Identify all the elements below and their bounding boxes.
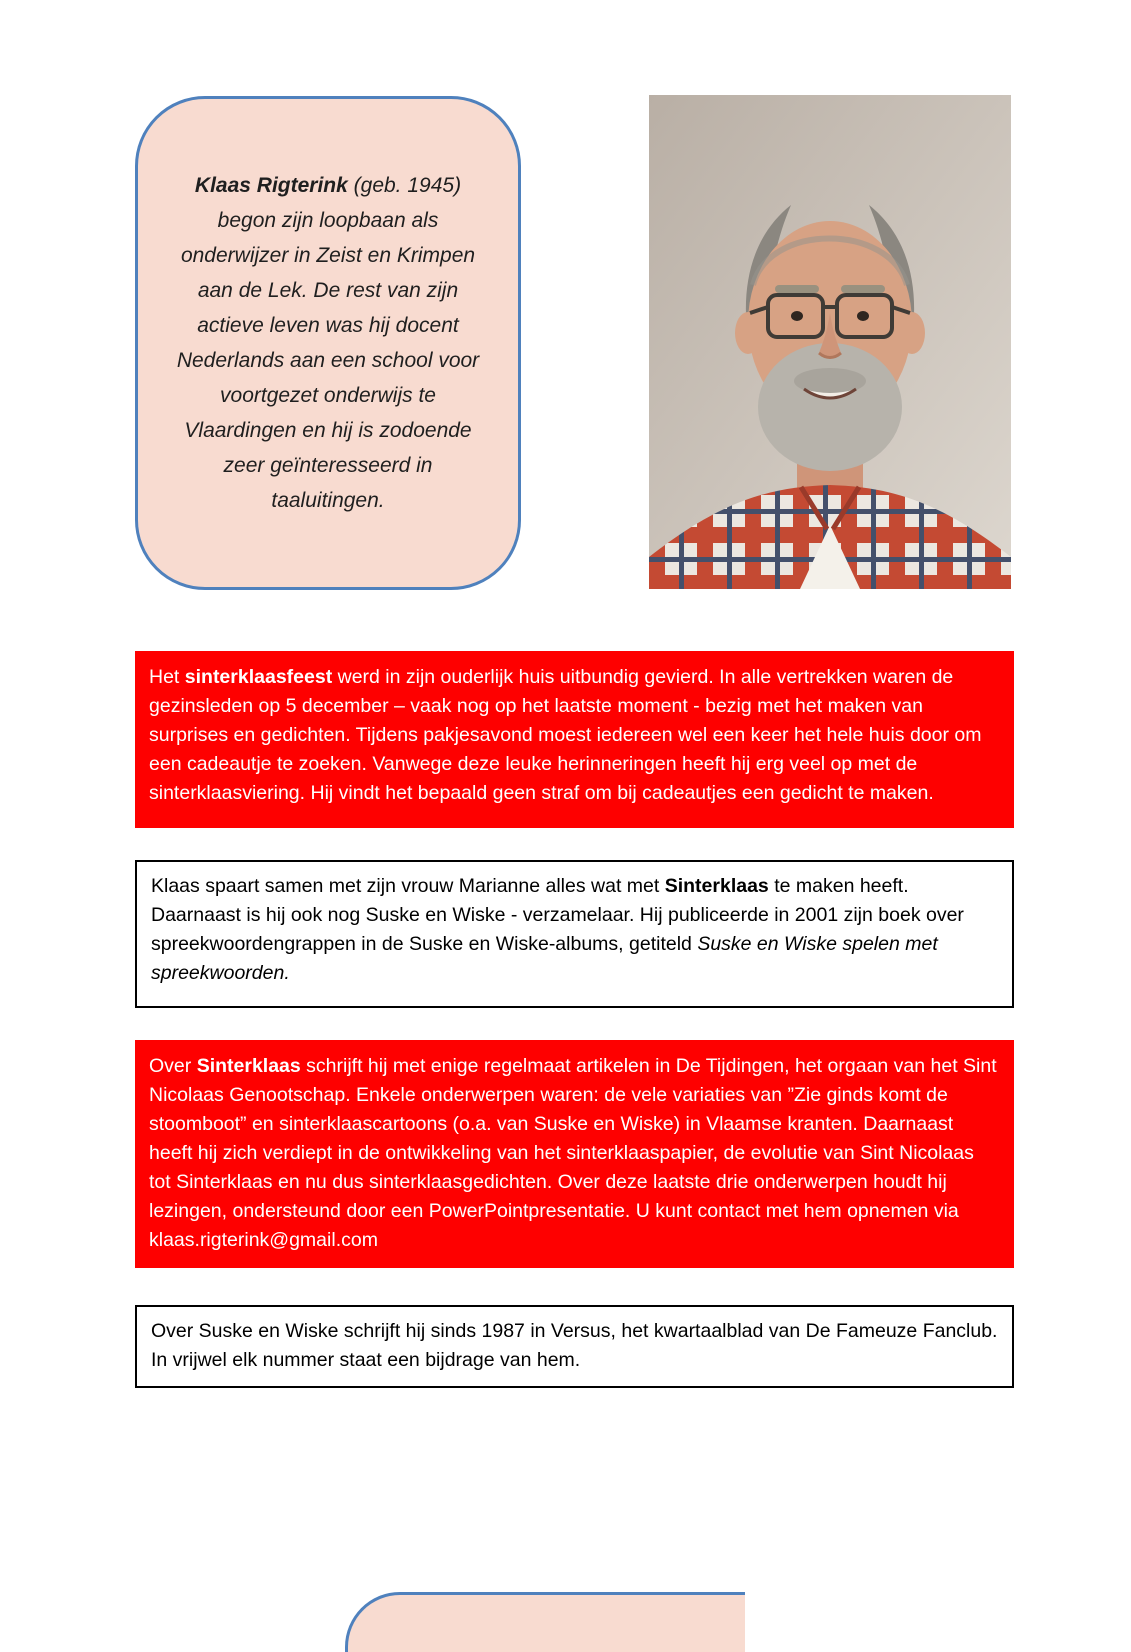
email-address: klaas.rigterink@gmail.com xyxy=(149,1229,378,1251)
box1-bold-keyword: sinterklaasfeest xyxy=(184,666,333,688)
white-textbox-collection xyxy=(135,860,1014,1008)
box4-text: Over Suske en Wiske schrijft hij sinds 1987 in Versus, het kwartaalblad van De Fameuze Fanclub. In vrijwel elk nummer staat een bijdrage van hem. xyxy=(151,1320,998,1371)
person-name: Klaas Rigterink xyxy=(194,174,348,197)
white-textbox-versus xyxy=(135,1305,1014,1388)
speech-bubble xyxy=(135,96,521,590)
box2-text-pre: Klaas spaart samen met zijn vrouw Marianne alles wat met xyxy=(151,875,665,897)
next-page-bubble-top xyxy=(345,1592,745,1652)
portrait-illustration xyxy=(649,95,1011,589)
box1-text-pre: Het xyxy=(149,666,185,688)
box3-text-pre: Over xyxy=(149,1055,197,1077)
bubble-text xyxy=(174,168,482,518)
portrait-photo xyxy=(649,95,1011,589)
red-textbox-articles xyxy=(135,1040,1014,1268)
bubble-rest-text: (geb. 1945) begon zijn loopbaan als onderwijzer in Zeist en Krimpen aan de Lek. De rest van zijn actieve leven was hij docent Nederlands aan een school voor voortgezet onderwijs te Vlaardingen en hij is zodoende zeer geïnteresseerd in taaluitingen. xyxy=(176,174,480,512)
red-textbox-sinterklaasfeest xyxy=(135,651,1014,828)
box1-text-post: werd in zijn ouderlijk huis uitbundig gevierd. In alle vertrekken waren de gezinsleden op 5 december – vaak nog op het laatste moment - bezig met het maken van surprises en gedichten. Tijdens pakjesavond moest iedereen wel een keer het hele huis door om een cadeautje te zoeken. Vanwege deze leuke herinneringen heeft hij erg veel op met de sinterklaasviering. Hij vindt het bepaald geen straf om bij cadeautjes een gedicht te maken. xyxy=(149,666,982,804)
box2-bold-keyword: Sinterklaas xyxy=(664,875,769,897)
box3-text-post: schrijft hij met enige regelmaat artikelen in De Tijdingen, het orgaan van het Sint Nicolaas Genootschap. Enkele onderwerpen waren: de vele variaties van ”Zie ginds komt de stoomboot” en sinterklaascartoons (o.a. van Suske en Wiske) in Vlaamse kranten. Daarnaast heeft hij zich verdiept in de ontwikkeling van het sinterklaaspapier, de evolutie van Sint Nicolaas tot Sinterklaas en nu dus sinterklaasgedichten. Over deze laatste drie onderwerpen houdt hij lezingen, ondersteund door een PowerPointpresentatie. U kunt contact met hem opnemen via xyxy=(149,1055,997,1222)
box2-text-mid: te maken heeft. Daarnaast is hij ook nog Suske en Wiske - verzamelaar. Hij publiceerde in 2001 zijn boek over spreekwoordengrappen in de Suske en Wiske-albums, getiteld xyxy=(151,875,964,955)
box2-book-title: Suske en Wiske spelen met spreekwoorden. xyxy=(151,933,938,984)
box3-bold-keyword: Sinterklaas xyxy=(196,1055,301,1077)
